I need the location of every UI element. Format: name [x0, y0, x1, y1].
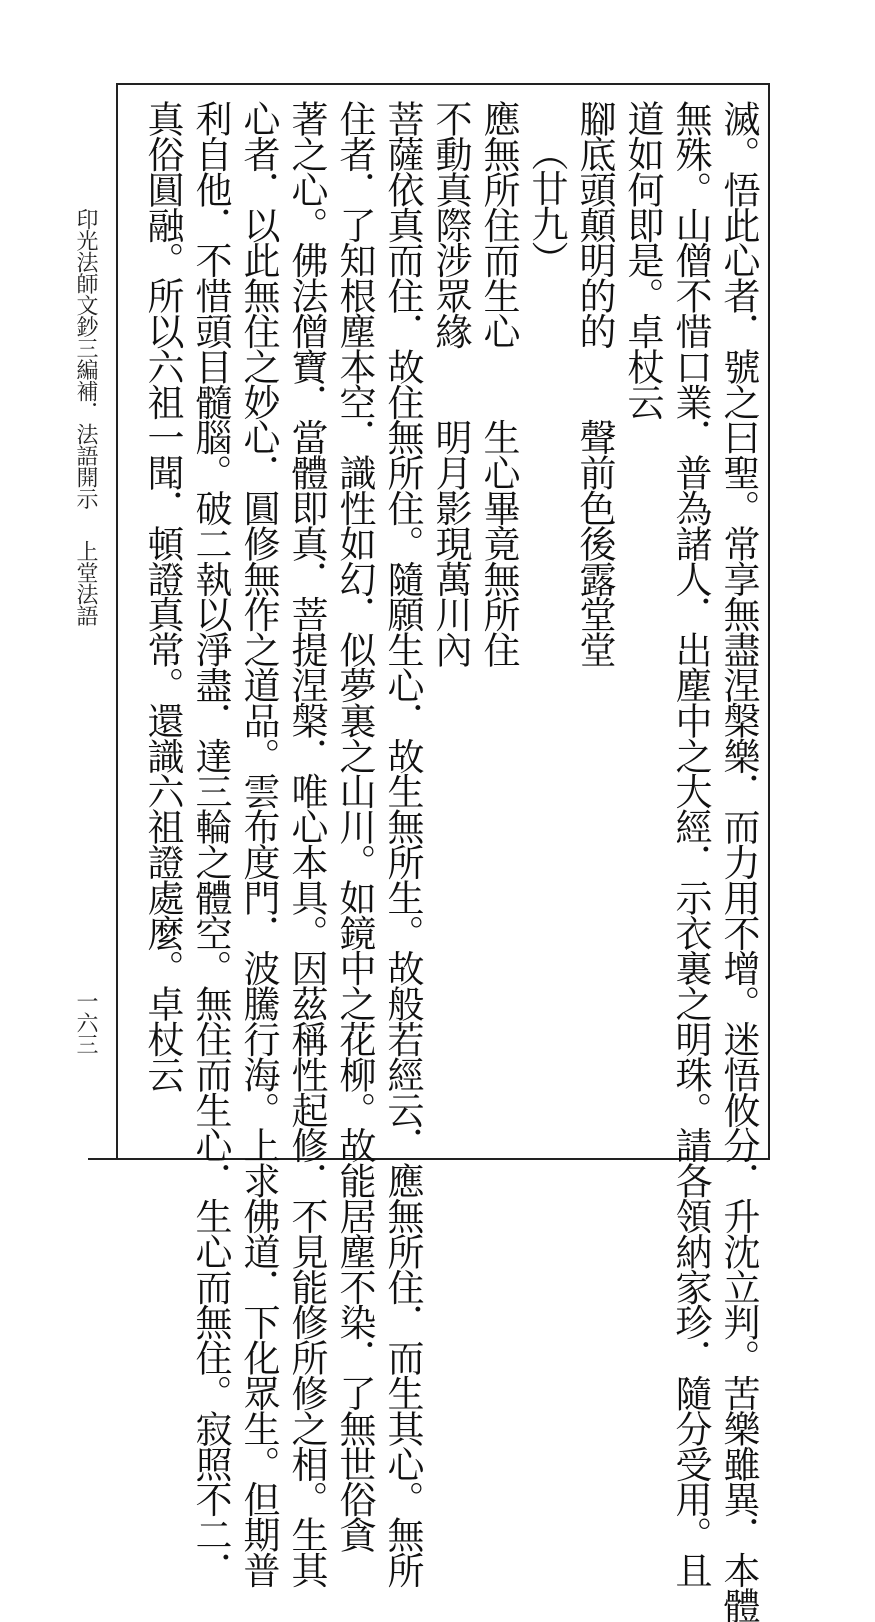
section-number: （廿九） [525, 134, 568, 276]
section-title: 上堂法語 [73, 540, 98, 626]
page-number: 一六三 [73, 990, 98, 1055]
text-column-7: 不動真際涉眾緣 明月影現萬川內 [429, 100, 472, 667]
text-column-8: 菩薩依真而住．故住無所住。隨願生心．故生無所生。故般若經云．應無所住．而生其心。無所 [381, 100, 424, 1587]
right-border [768, 83, 770, 1160]
text-column-9: 住者．了知根塵本空．識性如幻．似夢裏之山川。如鏡中之花柳。故能居塵不染．了無世俗貪 [333, 100, 376, 1552]
text-column-10: 著之心。佛法僧寶．當體即真．菩提涅槃．唯心本具。因茲稱性起修．不見能修所修之相。生其 [285, 100, 328, 1587]
text-column-11: 心者．以此無住之妙心．圓修無作之道品。雲布度門．波騰行海。上求佛道．下化眾生。但期普 [237, 100, 280, 1587]
left-border [116, 83, 118, 1160]
text-column-6: 應無所住而生心 生心畢竟無所住 [477, 100, 520, 667]
text-column-3: 道如何即是。卓杖云 [621, 100, 664, 419]
text-column-12: 利自他．不惜頭目髓腦。破二執以淨盡．達三輪之體空。無住而生心．生心而無住。寂照不二． [189, 100, 232, 1587]
text-column-13: 真俗圓融。所以六祖一聞．頓證真常。還識六祖證處麼。卓杖云 [141, 100, 184, 1092]
text-column-1: 滅。悟此心者．號之曰聖。常享無盡涅槃樂．而力用不增。迷悟攸分．升沈立判。苦樂雖異．本體 [717, 100, 760, 1622]
top-border [116, 83, 770, 85]
text-column-2: 無殊。山僧不惜口業．普為諸人．出塵中之大經．示衣裏之明珠。請各領納家珍．隨分受用。且 [669, 100, 712, 1587]
text-column-4: 腳底頭顛明的的 聲前色後露堂堂 [573, 100, 616, 667]
book-title: 印光法師文鈔三編補．法語開示 [73, 208, 98, 509]
